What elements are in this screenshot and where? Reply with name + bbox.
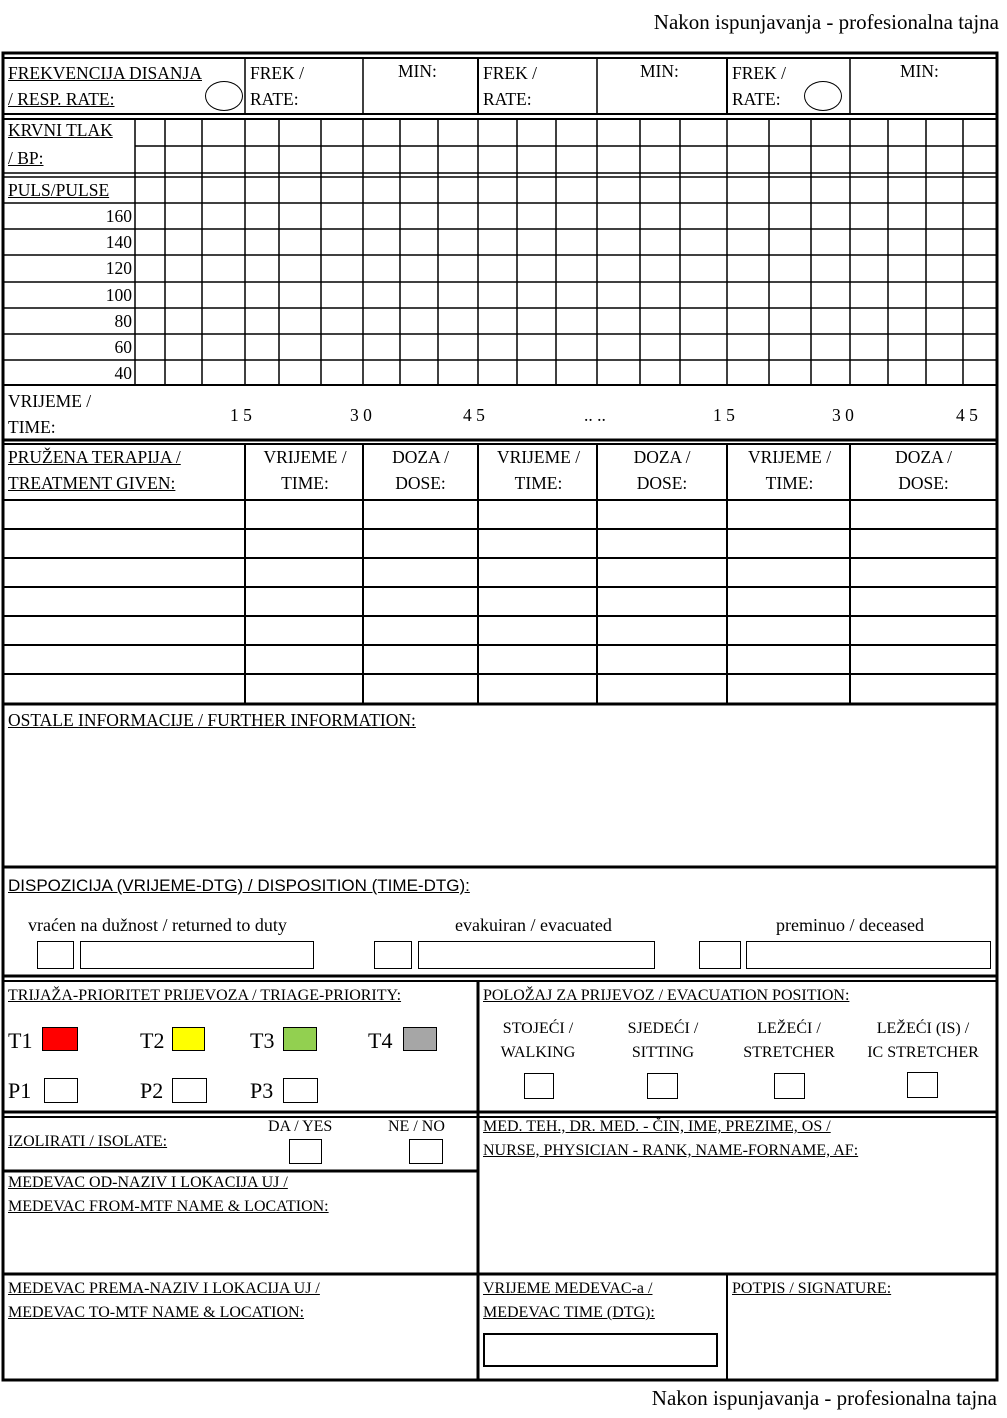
medic-label-1: MED. TEH., DR. MED. - ČIN, IME, PREZIME, OS / [483, 1118, 831, 1135]
t4-label: T4 [368, 1028, 393, 1053]
disposition-option-deceased: preminuo / deceased [776, 915, 924, 935]
min-label: MIN: [398, 61, 437, 81]
ic-stretcher-label-2: IC STRETCHER [867, 1044, 979, 1061]
treat-time-label: VRIJEME / [496, 447, 581, 467]
medevac-time-field[interactable] [483, 1333, 718, 1367]
pulse-level-label: 40 [114, 363, 132, 383]
time-mark: .. .. [584, 405, 606, 425]
p3-checkbox[interactable] [283, 1078, 318, 1103]
pulse-level-label: 160 [105, 206, 132, 226]
pulse-level-label: 80 [114, 311, 132, 331]
p2-checkbox[interactable] [172, 1078, 207, 1103]
p1-checkbox[interactable] [44, 1078, 78, 1103]
disposition-label [8, 873, 470, 899]
stretcher-label-1: LEŽEĆI / [757, 1020, 821, 1037]
deceased-time-field[interactable] [746, 941, 991, 969]
t3-label: T3 [250, 1028, 275, 1053]
ic-stretcher-label-1: LEŽEĆI (IS) / [876, 1020, 970, 1037]
time-mark: 4 5 [956, 405, 978, 425]
treat-time-label: TIME: [281, 473, 329, 493]
pulse-level-label: 100 [105, 285, 132, 305]
treatment-label-1: PRUŽENA TERAPIJA / [8, 447, 181, 467]
treat-dose-label: DOSE: [395, 473, 446, 493]
p3-label: P3 [250, 1078, 274, 1103]
pulse-level-label: 120 [105, 258, 132, 278]
t2-color-box[interactable] [172, 1027, 205, 1051]
treat-dose-label: DOZA / [392, 447, 449, 467]
ic-stretcher-checkbox[interactable] [907, 1072, 938, 1098]
stretcher-checkbox[interactable] [774, 1073, 805, 1099]
walking-label-2: WALKING [500, 1044, 576, 1061]
isolate-no-checkbox[interactable] [409, 1139, 443, 1164]
sitting-checkbox[interactable] [647, 1073, 678, 1099]
treatment-label-2: TREATMENT GIVEN: [8, 473, 176, 493]
confidential-footer: Nakon ispunjavanja - profesionalna tajna [651, 1386, 997, 1410]
treat-time-label: TIME: [765, 473, 814, 493]
stretcher-label-2: STRETCHER [743, 1044, 835, 1061]
time-label-2: TIME: [8, 417, 56, 437]
isolate-yes-label: DA / YES [268, 1118, 333, 1135]
isolate-label: IZOLIRATI / ISOLATE: [8, 1133, 168, 1150]
time-mark: 3 0 [350, 405, 372, 425]
treat-dose-label: DOSE: [636, 473, 688, 493]
duty-checkbox[interactable] [37, 941, 74, 969]
medevac-from-label-2: MEDEVAC FROM-MTF NAME & LOCATION: [8, 1198, 329, 1215]
deceased-checkbox[interactable] [699, 941, 741, 969]
treat-time-label: VRIJEME / [747, 447, 832, 467]
evacuated-time-field[interactable] [418, 941, 655, 969]
signature-label: POTPIS / SIGNATURE: [732, 1280, 892, 1297]
rate-label: RATE: [483, 89, 532, 109]
pulse-level-label: 140 [105, 232, 132, 252]
disposition-option-evacuated: evakuiran / evacuated [455, 915, 612, 935]
resp-rate-circle[interactable] [205, 81, 243, 111]
evac-position-label: POLOŽAJ ZA PRIJEVOZ / EVACUATION POSITION: [483, 987, 850, 1004]
frek-label: FREK / [250, 63, 304, 83]
triage-label: TRIJAŽA-PRIORITET PRIJEVOZA / TRIAGE-PRIORITY: [8, 987, 402, 1004]
treat-dose-label: DOSE: [898, 473, 949, 493]
frek-label: FREK / [483, 63, 537, 83]
time-mark: 3 0 [832, 405, 854, 425]
bp-label-2: / BP: [8, 148, 44, 168]
treat-time-label: TIME: [514, 473, 563, 493]
medevac-from-label-1: MEDEVAC OD-NAZIV I LOKACIJA UJ / [8, 1174, 288, 1191]
further-info-label: OSTALE INFORMACIJE / FURTHER INFORMATION: [8, 710, 416, 730]
t3-color-box[interactable] [283, 1027, 317, 1051]
bp-label-1: KRVNI TLAK [8, 120, 113, 140]
t2-label: T2 [140, 1028, 165, 1053]
medevac-to-label-1: MEDEVAC PREMA-NAZIV I LOKACIJA UJ / [8, 1280, 320, 1297]
treat-dose-label: DOZA / [633, 447, 691, 467]
resp-rate-label-1: FREKVENCIJA DISANJA [8, 63, 202, 83]
evacuated-checkbox[interactable] [374, 941, 412, 969]
duty-time-field[interactable] [80, 941, 314, 969]
rate-label: RATE: [250, 89, 299, 109]
sitting-label-1: SJEDEĆI / [627, 1020, 699, 1037]
further-info-field[interactable] [6, 735, 994, 863]
time-mark: 1 5 [230, 405, 252, 425]
p2-label: P2 [140, 1078, 164, 1103]
resp-rate-label-2: / RESP. RATE: [8, 89, 115, 109]
p1-label: P1 [8, 1078, 32, 1103]
medevac-to-label-2: MEDEVAC TO-MTF NAME & LOCATION: [8, 1304, 305, 1321]
time-mark: 1 5 [713, 405, 735, 425]
rate-label: RATE: [732, 89, 781, 109]
walking-checkbox[interactable] [524, 1073, 554, 1099]
time-mark: 4 5 [463, 405, 485, 425]
pulse-label: PULS/PULSE [8, 180, 110, 200]
t1-color-box[interactable] [42, 1027, 78, 1051]
min-label: MIN: [900, 61, 939, 81]
resp-rate-circle[interactable] [804, 81, 842, 111]
medic-label-2: NURSE, PHYSICIAN - RANK, NAME-FORNAME, AF: [483, 1142, 859, 1159]
confidential-header: Nakon ispunjavanja - profesionalna tajna [653, 10, 999, 34]
pulse-level-label: 60 [114, 337, 132, 357]
treat-time-label: VRIJEME / [263, 447, 347, 467]
disposition-option-duty: vraćen na dužnost / returned to duty [28, 915, 287, 935]
t1-label: T1 [8, 1028, 33, 1053]
disposition-label-text: DISPOZICIJA (VRIJEME-DTG) / DISPOSITION (TIME-DTG): [8, 876, 470, 895]
frek-label: FREK / [732, 63, 786, 83]
min-label: MIN: [640, 61, 679, 81]
medevac-time-label-1: VRIJEME MEDEVAC-a / [483, 1280, 653, 1297]
sitting-label-2: SITTING [631, 1044, 695, 1061]
t4-color-box[interactable] [403, 1027, 437, 1051]
time-label-1: VRIJEME / [8, 391, 92, 411]
treat-dose-label: DOZA / [895, 447, 952, 467]
medevac-time-label-2: MEDEVAC TIME (DTG): [483, 1304, 655, 1321]
isolate-no-label: NE / NO [388, 1118, 445, 1135]
isolate-yes-checkbox[interactable] [289, 1139, 322, 1164]
walking-label-1: STOJEĆI / [502, 1020, 574, 1037]
